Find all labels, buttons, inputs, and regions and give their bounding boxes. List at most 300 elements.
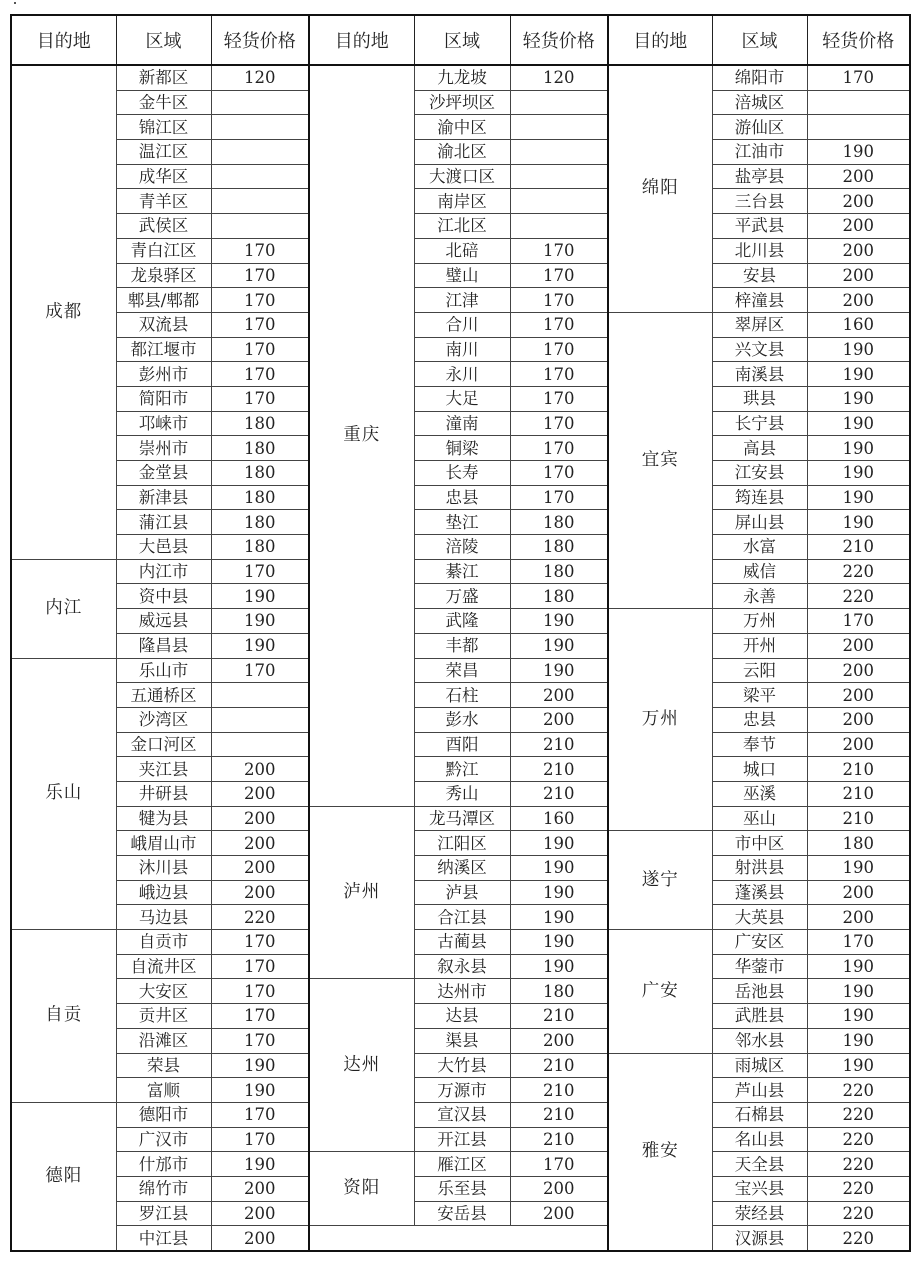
area-cell: 合江县	[414, 905, 510, 930]
area-cell: 五通桥区	[116, 683, 211, 708]
table-row	[11, 214, 910, 239]
area-cell: 长宁县	[712, 411, 807, 436]
area-cell: 珙县	[712, 386, 807, 411]
price-cell: 200	[510, 707, 608, 732]
area-cell: 万源市	[414, 1078, 510, 1103]
area-cell: 安岳县	[414, 1201, 510, 1226]
area-cell: 广汉市	[116, 1127, 211, 1152]
price-cell: 160	[510, 806, 608, 831]
price-cell: 200	[510, 1176, 608, 1201]
area-cell: 青羊区	[116, 189, 211, 214]
price-cell: 200	[807, 732, 910, 757]
table-row	[11, 1102, 910, 1127]
price-cell: 220	[807, 584, 910, 609]
price-cell: 180	[211, 436, 309, 461]
destination-cell: 成都	[11, 65, 116, 559]
table-row	[11, 1152, 910, 1177]
price-cell: 170	[807, 930, 910, 955]
price-cell: 200	[510, 683, 608, 708]
area-cell: 巫山	[712, 806, 807, 831]
area-cell: 涪陵	[414, 535, 510, 560]
header-price: 轻货价格	[807, 15, 910, 65]
price-cell: 170	[211, 263, 309, 288]
price-cell: 190	[807, 954, 910, 979]
area-cell: 北川县	[712, 238, 807, 263]
area-cell: 芦山县	[712, 1078, 807, 1103]
table-row	[11, 831, 910, 856]
area-cell: 石棉县	[712, 1102, 807, 1127]
price-cell: 190	[211, 609, 309, 634]
area-cell: 青白江区	[116, 238, 211, 263]
table-row	[11, 1078, 910, 1103]
area-cell: 自流井区	[116, 954, 211, 979]
table-row	[11, 288, 910, 313]
area-cell: 都江堰市	[116, 337, 211, 362]
price-cell: 210	[510, 757, 608, 782]
area-cell: 大邑县	[116, 535, 211, 560]
area-cell: 石柱	[414, 683, 510, 708]
price-cell: 200	[807, 288, 910, 313]
area-cell: 金口河区	[116, 732, 211, 757]
price-cell: 200	[807, 214, 910, 239]
price-cell: 170	[510, 461, 608, 486]
table-row	[11, 535, 910, 560]
price-cell: 180	[211, 510, 309, 535]
header-area: 区域	[712, 15, 807, 65]
price-cell	[510, 140, 608, 165]
area-cell: 渝中区	[414, 115, 510, 140]
area-cell: 资中县	[116, 584, 211, 609]
price-cell: 210	[807, 757, 910, 782]
area-cell: 游仙区	[712, 115, 807, 140]
destination-cell: 乐山	[11, 658, 116, 930]
price-cell: 180	[510, 510, 608, 535]
area-cell: 锦江区	[116, 115, 211, 140]
table-row	[11, 164, 910, 189]
price-cell: 200	[807, 189, 910, 214]
area-cell: 武侯区	[116, 214, 211, 239]
area-cell: 筠连县	[712, 485, 807, 510]
table-row	[11, 806, 910, 831]
price-cell: 200	[807, 658, 910, 683]
price-cell: 210	[807, 535, 910, 560]
price-cell: 170	[211, 954, 309, 979]
area-cell: 马边县	[116, 905, 211, 930]
area-cell: 龙泉驿区	[116, 263, 211, 288]
price-cell: 200	[807, 238, 910, 263]
area-cell: 绵竹市	[116, 1176, 211, 1201]
table-row	[11, 658, 910, 683]
area-cell: 武胜县	[712, 1004, 807, 1029]
price-cell: 220	[807, 1127, 910, 1152]
empty-cell	[309, 1226, 608, 1251]
area-cell: 双流县	[116, 312, 211, 337]
area-cell: 九龙坡	[414, 65, 510, 90]
price-cell	[211, 683, 309, 708]
price-cell: 210	[510, 781, 608, 806]
freight-price-table	[10, 14, 911, 1252]
area-cell: 新津县	[116, 485, 211, 510]
destination-cell: 遂宁	[608, 831, 712, 930]
price-cell: 190	[211, 1152, 309, 1177]
price-cell: 200	[807, 633, 910, 658]
price-cell: 170	[510, 362, 608, 387]
area-cell: 大竹县	[414, 1053, 510, 1078]
price-cell: 160	[807, 312, 910, 337]
header-row	[11, 15, 910, 65]
price-cell: 170	[211, 238, 309, 263]
area-cell: 金牛区	[116, 90, 211, 115]
price-cell: 200	[807, 880, 910, 905]
price-cell: 170	[211, 1004, 309, 1029]
price-cell: 210	[510, 1102, 608, 1127]
area-cell: 万州	[712, 609, 807, 634]
area-cell: 郫县/郫都	[116, 288, 211, 313]
area-cell: 武隆	[414, 609, 510, 634]
area-cell: 名山县	[712, 1127, 807, 1152]
price-cell: 200	[807, 683, 910, 708]
area-cell: 大安区	[116, 979, 211, 1004]
area-cell: 岳池县	[712, 979, 807, 1004]
price-cell: 180	[211, 535, 309, 560]
price-cell	[807, 90, 910, 115]
area-cell: 达州市	[414, 979, 510, 1004]
table-row	[11, 362, 910, 387]
price-cell: 190	[807, 1053, 910, 1078]
area-cell: 安县	[712, 263, 807, 288]
area-cell: 合川	[414, 312, 510, 337]
price-cell: 170	[211, 386, 309, 411]
area-cell: 崇州市	[116, 436, 211, 461]
table-row	[11, 559, 910, 584]
destination-cell: 重庆	[309, 65, 414, 806]
area-cell: 万盛	[414, 584, 510, 609]
table-row	[11, 337, 910, 362]
price-cell: 190	[211, 1053, 309, 1078]
area-cell: 广安区	[712, 930, 807, 955]
price-cell: 180	[211, 485, 309, 510]
price-cell: 200	[211, 1226, 309, 1251]
destination-cell: 达州	[309, 979, 414, 1152]
price-cell: 220	[807, 1201, 910, 1226]
price-cell: 190	[807, 856, 910, 881]
area-cell: 盐亭县	[712, 164, 807, 189]
price-cell	[211, 115, 309, 140]
price-cell	[211, 189, 309, 214]
area-cell: 富顺	[116, 1078, 211, 1103]
area-cell: 纳溪区	[414, 856, 510, 881]
price-cell: 170	[510, 263, 608, 288]
price-cell: 220	[807, 1152, 910, 1177]
price-cell: 210	[510, 1004, 608, 1029]
price-cell: 170	[211, 362, 309, 387]
header-area: 区域	[116, 15, 211, 65]
header-destination: 目的地	[11, 15, 116, 65]
price-cell	[510, 115, 608, 140]
area-cell: 沐川县	[116, 856, 211, 881]
price-cell: 190	[510, 831, 608, 856]
price-cell: 200	[510, 1201, 608, 1226]
area-cell: 隆昌县	[116, 633, 211, 658]
price-cell	[211, 164, 309, 189]
price-cell: 200	[807, 263, 910, 288]
area-cell: 大英县	[712, 905, 807, 930]
price-cell: 170	[510, 485, 608, 510]
price-cell: 200	[807, 707, 910, 732]
price-cell: 210	[510, 1127, 608, 1152]
table-row	[11, 930, 910, 955]
price-cell: 170	[510, 288, 608, 313]
area-cell: 内江市	[116, 559, 211, 584]
price-cell: 200	[211, 757, 309, 782]
area-cell: 中江县	[116, 1226, 211, 1251]
area-cell: 江油市	[712, 140, 807, 165]
table-row	[11, 905, 910, 930]
area-cell: 南溪县	[712, 362, 807, 387]
table-body	[11, 65, 910, 1251]
area-cell: 酉阳	[414, 732, 510, 757]
area-cell: 市中区	[712, 831, 807, 856]
price-cell: 200	[807, 164, 910, 189]
area-cell: 黔江	[414, 757, 510, 782]
area-cell: 新都区	[116, 65, 211, 90]
price-cell: 200	[510, 1028, 608, 1053]
price-cell: 170	[510, 411, 608, 436]
destination-cell: 宜宾	[608, 312, 712, 608]
area-cell: 潼南	[414, 411, 510, 436]
header-destination: 目的地	[608, 15, 712, 65]
table-row	[11, 90, 910, 115]
area-cell: 贡井区	[116, 1004, 211, 1029]
area-cell: 金堂县	[116, 461, 211, 486]
price-cell: 190	[510, 954, 608, 979]
area-cell: 大渡口区	[414, 164, 510, 189]
price-cell	[510, 164, 608, 189]
area-cell: 威远县	[116, 609, 211, 634]
destination-cell: 德阳	[11, 1102, 116, 1251]
table-row	[11, 1028, 910, 1053]
price-cell: 200	[211, 856, 309, 881]
table-row	[11, 732, 910, 757]
price-cell: 180	[211, 411, 309, 436]
area-cell: 乐至县	[414, 1176, 510, 1201]
area-cell: 璧山	[414, 263, 510, 288]
table-row	[11, 1176, 910, 1201]
price-cell: 170	[211, 337, 309, 362]
price-cell: 120	[510, 65, 608, 90]
area-cell: 江阳区	[414, 831, 510, 856]
destination-cell: 广安	[608, 930, 712, 1053]
area-cell: 三台县	[712, 189, 807, 214]
area-cell: 汉源县	[712, 1226, 807, 1251]
price-cell: 180	[510, 559, 608, 584]
price-cell: 190	[807, 485, 910, 510]
table-row	[11, 115, 910, 140]
price-cell: 200	[211, 806, 309, 831]
price-cell: 200	[807, 905, 910, 930]
price-cell: 170	[510, 238, 608, 263]
table-row	[11, 856, 910, 881]
corner-mark	[14, 2, 16, 4]
area-cell: 宝兴县	[712, 1176, 807, 1201]
area-cell: 长寿	[414, 461, 510, 486]
table-row	[11, 683, 910, 708]
price-cell	[510, 90, 608, 115]
table-row	[11, 1127, 910, 1152]
price-cell: 170	[211, 979, 309, 1004]
table-row	[11, 238, 910, 263]
price-cell	[211, 732, 309, 757]
price-cell: 190	[807, 140, 910, 165]
area-cell: 简阳市	[116, 386, 211, 411]
table-row	[11, 1201, 910, 1226]
table-row	[11, 1004, 910, 1029]
table-row	[11, 954, 910, 979]
area-cell: 威信	[712, 559, 807, 584]
table-row	[11, 1053, 910, 1078]
price-cell: 170	[510, 436, 608, 461]
price-cell: 170	[211, 658, 309, 683]
area-cell: 高县	[712, 436, 807, 461]
price-cell: 170	[807, 65, 910, 90]
price-cell: 190	[807, 461, 910, 486]
area-cell: 叙永县	[414, 954, 510, 979]
price-cell: 170	[510, 337, 608, 362]
area-cell: 梓潼县	[712, 288, 807, 313]
table-row	[11, 584, 910, 609]
area-cell: 古蔺县	[414, 930, 510, 955]
area-cell: 渠县	[414, 1028, 510, 1053]
price-cell: 190	[510, 930, 608, 955]
table-row	[11, 312, 910, 337]
area-cell: 綦江	[414, 559, 510, 584]
area-cell: 井研县	[116, 781, 211, 806]
price-cell: 170	[211, 288, 309, 313]
area-cell: 兴文县	[712, 337, 807, 362]
area-cell: 天全县	[712, 1152, 807, 1177]
area-cell: 自贡市	[116, 930, 211, 955]
price-cell: 190	[807, 979, 910, 1004]
price-cell: 170	[211, 312, 309, 337]
price-cell	[807, 115, 910, 140]
price-cell	[510, 189, 608, 214]
price-cell: 180	[807, 831, 910, 856]
price-cell	[211, 214, 309, 239]
area-cell: 永川	[414, 362, 510, 387]
destination-cell: 绵阳	[608, 65, 712, 312]
area-cell: 荥经县	[712, 1201, 807, 1226]
price-cell: 190	[807, 337, 910, 362]
price-cell: 170	[211, 1028, 309, 1053]
price-cell: 180	[510, 535, 608, 560]
price-cell: 190	[807, 510, 910, 535]
price-cell: 200	[211, 781, 309, 806]
price-cell	[211, 707, 309, 732]
table-row	[11, 880, 910, 905]
price-cell: 170	[510, 386, 608, 411]
table-row	[11, 510, 910, 535]
area-cell: 射洪县	[712, 856, 807, 881]
table-row	[11, 411, 910, 436]
area-cell: 江津	[414, 288, 510, 313]
header-price: 轻货价格	[510, 15, 608, 65]
area-cell: 铜梁	[414, 436, 510, 461]
header-area: 区域	[414, 15, 510, 65]
area-cell: 成华区	[116, 164, 211, 189]
price-cell: 210	[510, 732, 608, 757]
price-cell: 170	[211, 1127, 309, 1152]
destination-cell: 雅安	[608, 1053, 712, 1251]
area-cell: 华蓥市	[712, 954, 807, 979]
area-cell: 夹江县	[116, 757, 211, 782]
area-cell: 峨边县	[116, 880, 211, 905]
price-cell: 170	[510, 1152, 608, 1177]
table-row	[11, 633, 910, 658]
table-row	[11, 436, 910, 461]
destination-cell: 资阳	[309, 1152, 414, 1226]
area-cell: 乐山市	[116, 658, 211, 683]
price-cell: 180	[510, 584, 608, 609]
price-cell: 190	[211, 584, 309, 609]
table-row	[11, 979, 910, 1004]
area-cell: 绵阳市	[712, 65, 807, 90]
area-cell: 垫江	[414, 510, 510, 535]
price-cell: 190	[510, 905, 608, 930]
table-row	[11, 189, 910, 214]
table-row	[11, 609, 910, 634]
area-cell: 南川	[414, 337, 510, 362]
table-row	[11, 263, 910, 288]
price-cell: 200	[211, 831, 309, 856]
price-cell: 200	[211, 1176, 309, 1201]
table-row	[11, 461, 910, 486]
area-cell: 达县	[414, 1004, 510, 1029]
area-cell: 江安县	[712, 461, 807, 486]
area-cell: 翠屏区	[712, 312, 807, 337]
price-cell: 170	[510, 312, 608, 337]
price-cell: 220	[807, 559, 910, 584]
area-cell: 德阳市	[116, 1102, 211, 1127]
area-cell: 温江区	[116, 140, 211, 165]
area-cell: 平武县	[712, 214, 807, 239]
area-cell: 彭州市	[116, 362, 211, 387]
price-cell: 190	[510, 880, 608, 905]
area-cell: 沙湾区	[116, 707, 211, 732]
price-cell: 220	[211, 905, 309, 930]
area-cell: 北碚	[414, 238, 510, 263]
area-cell: 邛崃市	[116, 411, 211, 436]
table-row	[11, 1226, 910, 1251]
area-cell: 沿滩区	[116, 1028, 211, 1053]
price-cell: 190	[510, 856, 608, 881]
destination-cell: 万州	[608, 609, 712, 831]
area-cell: 彭水	[414, 707, 510, 732]
area-cell: 巫溪	[712, 781, 807, 806]
area-cell: 龙马潭区	[414, 806, 510, 831]
header-price: 轻货价格	[211, 15, 309, 65]
price-cell: 190	[510, 609, 608, 634]
price-cell: 180	[211, 461, 309, 486]
price-cell: 220	[807, 1226, 910, 1251]
area-cell: 雁江区	[414, 1152, 510, 1177]
area-cell: 开州	[712, 633, 807, 658]
area-cell: 犍为县	[116, 806, 211, 831]
price-cell: 200	[211, 1201, 309, 1226]
price-cell: 190	[807, 1004, 910, 1029]
area-cell: 峨眉山市	[116, 831, 211, 856]
table-row	[11, 485, 910, 510]
price-cell: 190	[211, 1078, 309, 1103]
